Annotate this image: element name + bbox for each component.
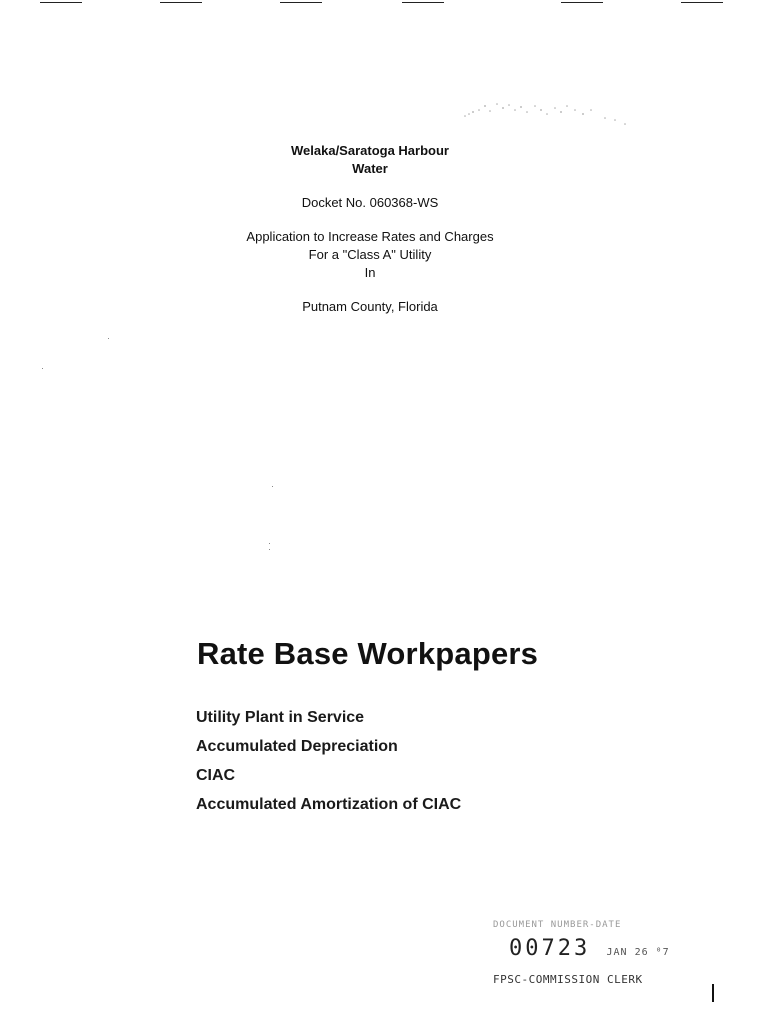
scan-mark (681, 2, 723, 3)
document-number (509, 936, 693, 961)
title-block (0, 142, 740, 316)
contents-list (196, 703, 461, 819)
utility-name-line: Welaka/Saratoga Harbour (291, 143, 449, 158)
list-item: Accumulated Depreciation (196, 738, 398, 755)
application-line: In (364, 265, 376, 280)
county: Putnam County, Florida (302, 299, 438, 314)
scan-mark (40, 2, 82, 3)
clerk-label: FPSC-COMMISSION CLERK (493, 973, 643, 986)
utility-name (0, 142, 740, 178)
stamp-date: JAN 26 ⁰7 (606, 947, 670, 958)
list-item: Utility Plant in Service (196, 709, 365, 726)
document-number-value: 00723 (509, 936, 591, 961)
received-stamp (493, 920, 693, 986)
list-item: CIAC (196, 767, 236, 784)
stamp-label: DOCUMENT NUMBER-DATE (493, 920, 622, 930)
scan-mark (280, 2, 322, 3)
scan-edge-mark (712, 984, 714, 1002)
scan-mark (160, 2, 202, 3)
application-description (0, 228, 740, 282)
scan-speck (269, 549, 270, 550)
list-item: Accumulated Amortization of CIAC (196, 796, 462, 813)
scan-speck (269, 543, 270, 544)
scan-speck (108, 338, 109, 339)
application-line: Application to Increase Rates and Charges (246, 229, 494, 244)
scan-mark (402, 2, 444, 3)
scan-speck (272, 486, 273, 487)
scan-speck (42, 368, 43, 369)
docket-number: Docket No. 060368-WS (301, 195, 439, 210)
scan-mark (561, 2, 603, 3)
utility-name-line: Water (352, 161, 388, 176)
faint-stamp (455, 94, 645, 134)
application-line: For a "Class A" Utility (308, 247, 432, 262)
section-title: Rate Base Workpapers (197, 636, 539, 671)
